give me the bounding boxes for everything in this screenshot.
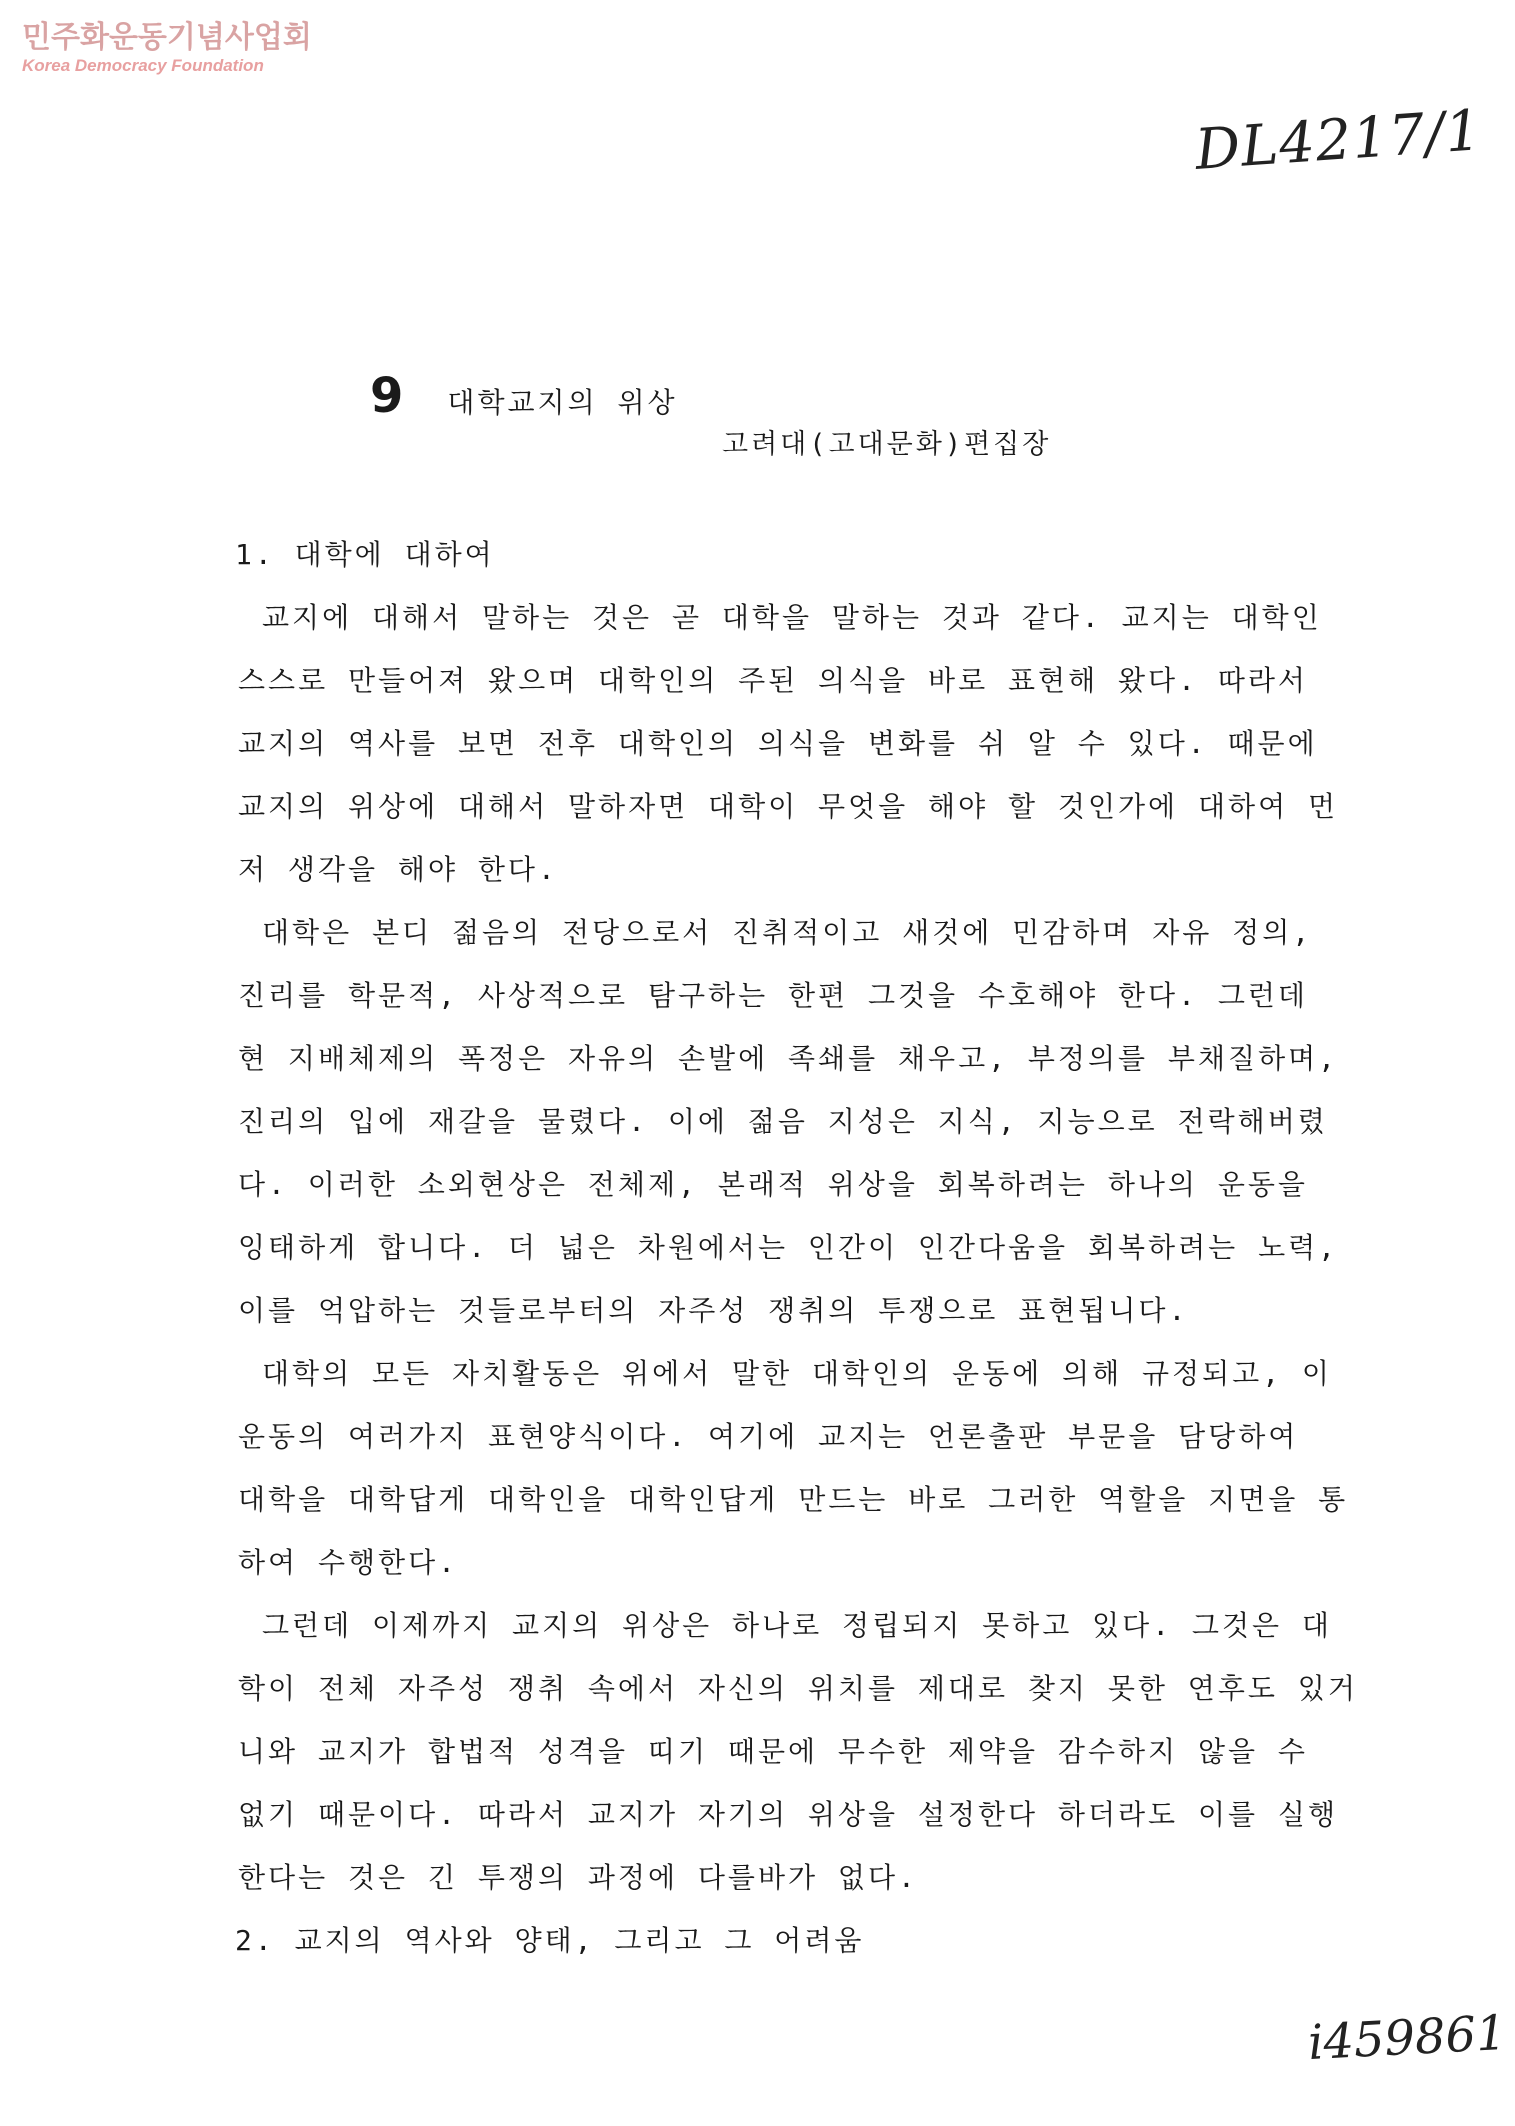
paragraph-line: 다. 이러한 소외현상은 전체제, 본래적 위상을 회복하려는 하나의 운동을 <box>238 1168 1308 1201</box>
paragraph-line: 진리의 입에 재갈을 물렸다. 이에 젊음 지성은 지식, 지능으로 전락해버렸 <box>238 1105 1328 1138</box>
paragraph-line: 현 지배체제의 폭정은 자유의 손발에 족쇄를 채우고, 부정의를 부채질하며, <box>238 1042 1339 1075</box>
paragraph-line: 니와 교지가 합법적 성격을 띠기 때문에 무수한 제약을 감수하지 않을 수 <box>238 1735 1308 1768</box>
paragraph-line: 교지의 위상에 대해서 말하자면 대학이 무엇을 해야 할 것인가에 대하여 먼 <box>238 790 1339 823</box>
chapter-author: 고려대(고대문화)편집장 <box>722 429 1052 460</box>
chapter-number: 9 <box>370 368 404 424</box>
paragraph-line: 진리를 학문적, 사상적으로 탐구하는 한편 그것을 수호해야 한다. 그런데 <box>238 979 1308 1012</box>
handwritten-document-number: i459861 <box>1306 2004 1508 2072</box>
handwritten-document-code: DL4217/1 <box>1193 98 1485 183</box>
watermark-english-text: Korea Democracy Foundation <box>22 56 264 75</box>
paragraph-line: 이를 억압하는 것들로부터의 자주성 쟁취의 투쟁으로 표현됩니다. <box>238 1294 1189 1327</box>
chapter-heading <box>370 368 678 424</box>
paragraph-line: 대학은 본디 젊음의 전당으로서 진취적이고 새것에 민감하며 자유 정의, <box>262 916 1313 949</box>
paragraph-line: 운동의 여러가지 표현양식이다. 여기에 교지는 언론출판 부문을 담당하여 <box>238 1420 1299 1453</box>
paragraph-line: 잉태하게 합니다. 더 넓은 차원에서는 인간이 인간다움을 회복하려는 노력, <box>238 1231 1339 1264</box>
watermark-korean-text: 민주화운동기념사업회 <box>22 20 312 55</box>
paragraph-line: 교지에 대해서 말하는 것은 곧 대학을 말하는 것과 같다. 교지는 대학인 <box>262 601 1322 634</box>
paragraph-line: 저 생각을 해야 한다. <box>238 853 558 886</box>
paragraph-line: 학이 전체 자주성 쟁취 속에서 자신의 위치를 제대로 찾지 못한 연후도 있거 <box>238 1672 1358 1705</box>
section-heading-1: 1. 대학에 대하여 <box>235 538 495 571</box>
paragraph-line: 하여 수행한다. <box>238 1546 459 1579</box>
paragraph-line: 스스로 만들어져 왔으며 대학인의 주된 의식을 바로 표현해 왔다. 따라서 <box>238 664 1308 697</box>
section-heading-2: 2. 교지의 역사와 양태, 그리고 그 어려움 <box>235 1924 865 1957</box>
paragraph-line: 대학을 대학답게 대학인을 대학인답게 만드는 바로 그러한 역할을 지면을 통 <box>238 1483 1349 1516</box>
paragraph-line: 교지의 역사를 보면 전후 대학인의 의식을 변화를 쉬 알 수 있다. 때문에 <box>238 727 1318 760</box>
paragraph-line: 대학의 모든 자치활동은 위에서 말한 대학인의 운동에 의해 규정되고, 이 <box>262 1357 1332 1390</box>
paragraph-line: 없기 때문이다. 따라서 교지가 자기의 위상을 설정한다 하더라도 이를 실행 <box>238 1798 1339 1831</box>
paragraph-line: 그런데 이제까지 교지의 위상은 하나로 정립되지 못하고 있다. 그것은 대 <box>262 1609 1332 1642</box>
chapter-title: 대학교지의 위상 <box>447 386 678 419</box>
foundation-watermark <box>22 20 312 76</box>
paragraph-line: 한다는 것은 긴 투쟁의 과정에 다를바가 없다. <box>238 1861 918 1894</box>
